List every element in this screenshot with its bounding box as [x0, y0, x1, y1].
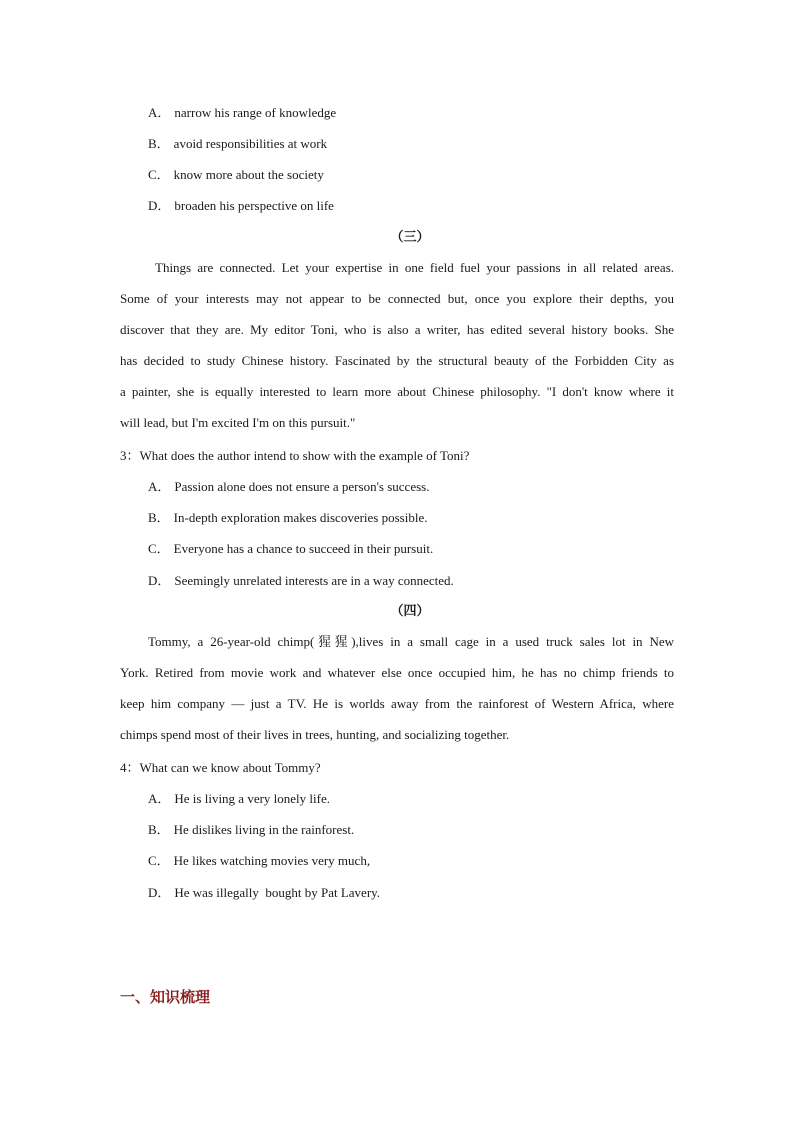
passage-line: has decided to study Chinese history. Fascinated by the structural beauty of the Forbidden City as	[120, 353, 674, 368]
q2-option-b: B． avoid responsibilities at work	[148, 136, 328, 151]
knowledge-section-title: 一、知识梳理	[120, 988, 211, 1006]
q2-option-d: D． broaden his perspective on life	[148, 198, 334, 213]
passage-line: Tommy, a 26-year-old chimp(猩猩),lives in a small cage in a used truck sales lot in New	[148, 634, 674, 649]
passage-line: Some of your interests may not appear to be connected but, once you explore their depths, you	[120, 291, 674, 306]
q2-option-c: C． know more about the society	[148, 167, 324, 182]
q3-option-c: C． Everyone has a chance to succeed in their pursuit.	[148, 541, 434, 556]
section-3-passage	[120, 252, 674, 438]
q4-option-b: B． He dislikes living in the rainforest.	[148, 822, 355, 837]
section-4-passage	[120, 626, 674, 750]
q4-option-c: C． He likes watching movies very much,	[148, 853, 371, 868]
passage-line: York. Retired from movie work and whatever else once occupied him, he has no chimp friends to	[120, 665, 674, 680]
q4-option-d: D． He was illegally bought by Pat Lavery.	[148, 885, 381, 900]
section-3-heading: （三）	[390, 229, 430, 244]
q3-option-b: B． In-depth exploration makes discoveries possible.	[148, 510, 428, 525]
q3-option-d: D． Seemingly unrelated interests are in a way connected.	[148, 573, 454, 588]
passage-line: chimps spend most of their lives in trees, hunting, and socializing together.	[120, 727, 510, 742]
q2-option-a: A． narrow his range of knowledge	[148, 105, 337, 120]
passage-line: a painter, she is equally interested to learn more about Chinese philosophy. "I don't know where it	[120, 384, 674, 399]
passage-line: will lead, but I'm excited I'm on this pursuit."	[120, 415, 356, 430]
passage-line: keep him company — just a TV. He is worlds away from the rainforest of Western Africa, where	[120, 696, 674, 711]
q4-option-a: A． He is living a very lonely life.	[148, 791, 330, 806]
question-4: 4：What can we know about Tommy?	[120, 760, 321, 775]
q3-option-a: A． Passion alone does not ensure a person's success.	[148, 479, 430, 494]
passage-line: Things are connected. Let your expertise in one field fuel your passions in all related areas.	[155, 260, 674, 275]
section-4-heading: （四）	[390, 603, 430, 618]
question-3: 3：What does the author intend to show with the example of Toni?	[120, 448, 470, 463]
passage-line: discover that they are. My editor Toni, who is also a writer, has edited several history books. She	[120, 322, 674, 337]
